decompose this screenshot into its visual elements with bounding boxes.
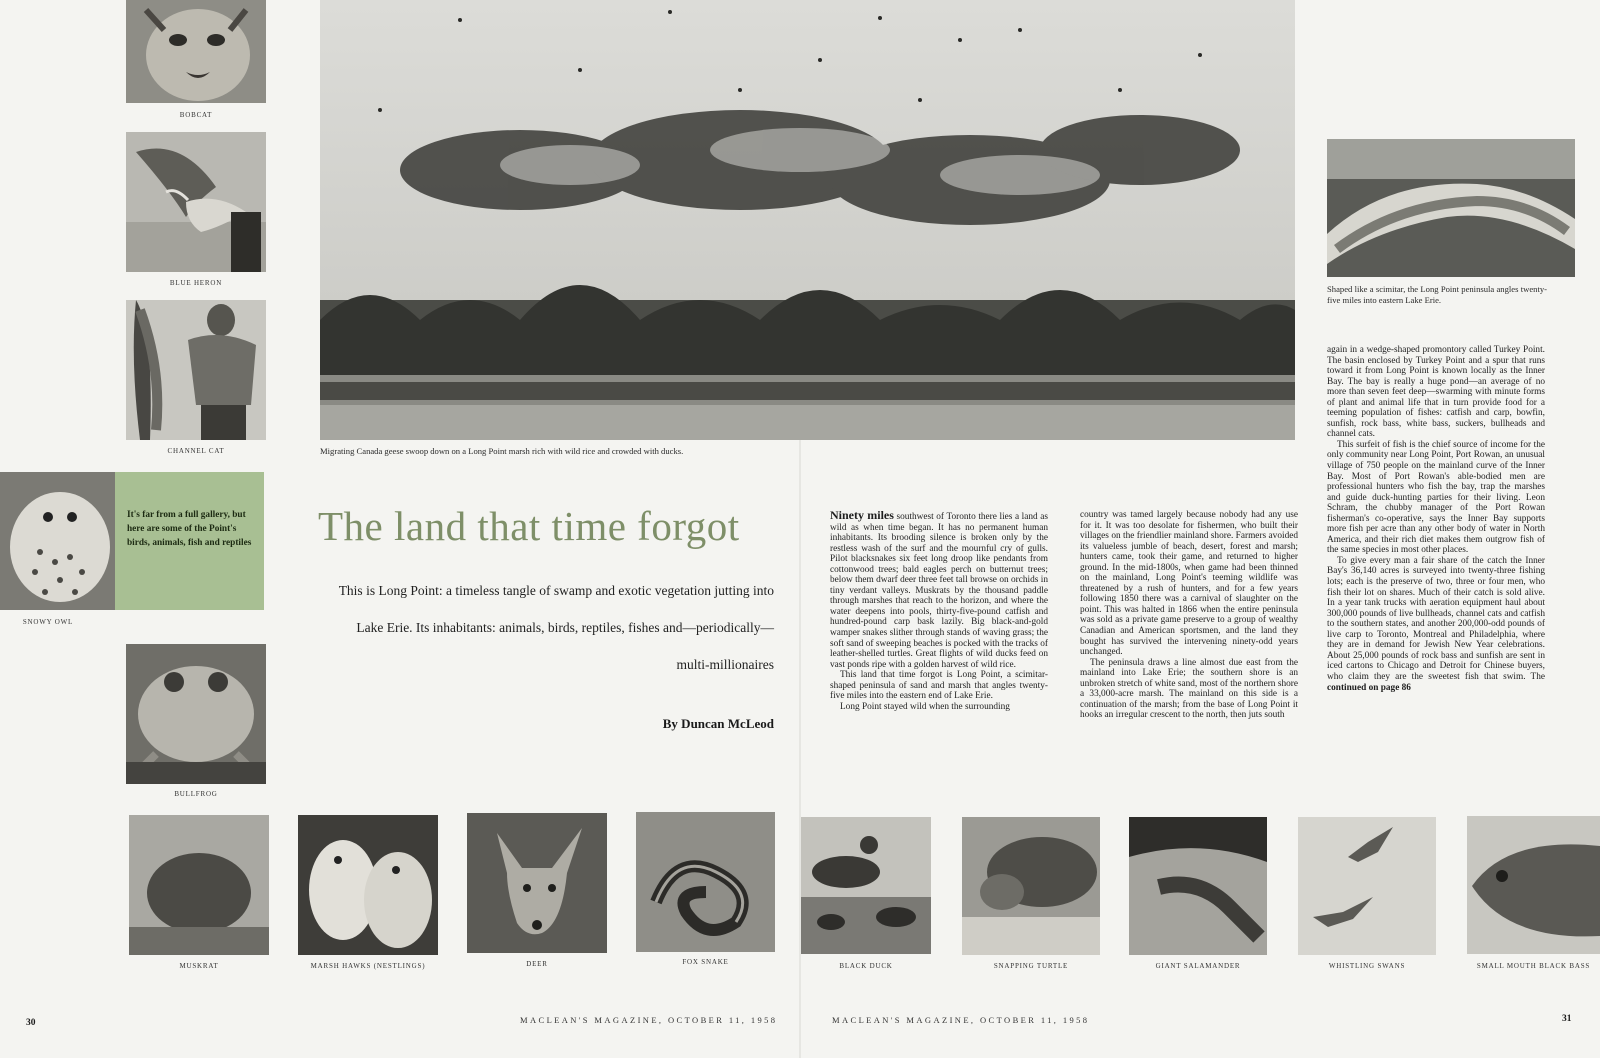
- paragraph: To give every man a fair share of the catch the Inner Bay's 36,140 acres is surveyed into twenty-three fishing lots; each is the preserve of two, three or four men, who fish their lot on shares. Much of their catch is sold alive. In a year tank trucks with aeration equipment haul about 300,000 pounds of live bullheads, channel cats and catfish to the southern states, and another 200,000-odd pounds of live carp to Toronto, Montreal and Philadelphia, where they are in demand for Jewish New Year celebrations. About 25,000 pounds of rock bass and sunfish are sent in iced cartons to Chicago and Detroit for Chinese buyers, who claim they are the sweetest fish that swim. The: [1327, 555, 1545, 682]
- long-point-aerial-photo: [1327, 139, 1575, 277]
- bottom-caption: SMALL MOUTH BLACK BASS: [1476, 962, 1591, 970]
- byline: By Duncan McLeod: [662, 716, 774, 731]
- marsh-hawks-photo: [298, 815, 438, 955]
- giant-salamander-photo: [1129, 817, 1267, 955]
- hero-caption: Migrating Canada geese swoop down on a Long Point marsh rich with wild rice and crowded with ducks.: [320, 446, 684, 456]
- callout-box: [115, 472, 264, 610]
- sidebar-caption: BOBCAT: [179, 111, 213, 119]
- bottom-caption: MARSH HAWKS (NESTLINGS): [310, 962, 426, 970]
- lead-in: Ninety miles: [830, 508, 894, 522]
- fox-snake-photo: [636, 812, 775, 952]
- channel-cat-photo: [126, 300, 266, 440]
- snowy-owl-photo: [0, 472, 115, 610]
- map-caption: Shaped like a scimitar, the Long Point peninsula angles twenty-five miles into eastern Lake Erie.: [1327, 284, 1547, 305]
- sidebar-caption: BULLFROG: [174, 790, 218, 798]
- whistling-swans-photo: [1298, 817, 1436, 955]
- bottom-caption: FOX SNAKE: [682, 958, 729, 966]
- running-footer-right: MACLEAN'S MAGAZINE, OCTOBER 11, 1958: [832, 1015, 1090, 1025]
- bullfrog-photo: [126, 644, 266, 784]
- article-title: The land that time forgot: [318, 503, 740, 549]
- paragraph: southwest of Toronto there lies a land as wild as when time began. It has no permanent human inhabitants. Its brooding silence is broken only by the restless wash of the surf and the mournful cry of gulls. Pilot blacksnakes six feet long droop like pendants from cottonwood trees; bald eagles perch on butternut trees; below them dwarf deer three feet tall browse on orchids in tiny verdant valleys. Muskrats by the thousand paddle through marshes that reach to the horizon, and where the water deepens into pools, thirty-five-pound catfish and hundred-pound carp bask lazily. Big black-and-gold wamper snakes slither through stands of waving grass; the soft sand of sweeping beaches is pocked with the tracks of leather-shelled turtles. Great flights of wild ducks feed on vast ponds ripe with a golden harvest of wild rice.: [830, 512, 1049, 670]
- black-duck-photo: [801, 817, 931, 954]
- smallmouth-bass-photo: [1467, 816, 1600, 954]
- paragraph: again in a wedge-shaped promontory called Turkey Point. The basin enclosed by Turkey Point and a spur that runs toward it from Long Point is known locally as the Inner Bay. The bay is really a huge pond—an average of no more than seven feet deep—swarming with minute forms of plant and animal life that in turn provide food for a teeming population of fishes: catfish and carp, bowfin, sunfish, rock bass, white bass, suckers, bullheads and channel cats.: [1327, 345, 1545, 440]
- bobcat-photo: [126, 0, 266, 103]
- paragraph: The peninsula draws a line almost due east from the mainland into Lake Erie; the southern shore is an unbroken stretch of white sand, most of the northern shore a 33,000-acre marsh. The mainland on this side is a continuation of the marsh; from the base of Long Point it hooks an irregular crescent to the north, then juts south: [1080, 657, 1298, 721]
- sidebar-caption: BLUE HERON: [169, 279, 223, 287]
- page-number-left: 30: [26, 1018, 36, 1028]
- paragraph: This land that time forgot is Long Point, a scimitar-shaped peninsula of sand and marsh that angles twenty-five miles into the eastern end of Lake Erie.: [830, 670, 1048, 702]
- sidebar-caption: CHANNEL CAT: [167, 447, 225, 455]
- bottom-caption: GIANT SALAMANDER: [1155, 962, 1241, 970]
- article-deck: This is Long Point: a timeless tangle of swamp and exotic vegetation jutting into Lake Erie. Its inhabitants: animals, birds, reptiles, fishes and—periodically—multi-millionaires: [338, 583, 774, 672]
- body-column-1: [830, 510, 1048, 712]
- bottom-caption: MUSKRAT: [179, 962, 219, 970]
- bottom-caption: DEER: [526, 960, 548, 968]
- hero-geese-photo: [320, 0, 1295, 440]
- paragraph: Long Point stayed wild when the surrounding: [840, 701, 1010, 712]
- blue-heron-photo: [126, 132, 266, 272]
- sidebar-caption: SNOWY OWL: [22, 618, 74, 626]
- muskrat-photo: [129, 815, 269, 955]
- continued-link[interactable]: continued on page 86: [1327, 682, 1411, 693]
- body-column-2: [1080, 510, 1298, 721]
- body-column-3: [1327, 345, 1545, 693]
- bottom-caption: WHISTLING SWANS: [1328, 962, 1406, 970]
- callout-text: It's far from a full gallery, but here are some of the Point's birds, animals, fish and reptiles: [127, 510, 252, 548]
- bottom-caption: BLACK DUCK: [839, 962, 893, 970]
- page-number-right: 31: [1562, 1014, 1572, 1024]
- bottom-caption: SNAPPING TURTLE: [993, 962, 1069, 970]
- paragraph: country was tamed largely because nobody had any use for it. It was too desolate for fishermen, who built their villages on the friendlier mainland shore. Farmers avoided its valueless jumble of beach, desert, forest and marsh; hunters came, took their game, and returned to higher ground. In the mid-1800s, when game had been thinned on the mainland, Long Point's teeming wildlife was threatened by a rush of hunters, and for a few years following 1850 there was a carnival of slaughter on the point. This was halted in 1866 when the entire peninsula was sold as a private game preserve to a group of wealthy Canadian and American sportsmen, and the land they bought has survived the intervening ninety-odd years unchanged.: [1080, 510, 1298, 658]
- running-footer-left: MACLEAN'S MAGAZINE, OCTOBER 11, 1958: [520, 1015, 778, 1025]
- snapping-turtle-photo: [962, 817, 1100, 955]
- deer-photo: [467, 813, 607, 953]
- paragraph: This surfeit of fish is the chief source of income for the only community near Long Point, Port Rowan, an unusual village of 750 people on the mainland curve of the Inner Bay. Most of Port Rowan's able-bodied men are professional hunters who fish the bay, trap the marshes and guide duck-hunting parties for their living. Leon Schram, the chubby manager of the Port Rowan fisherman's co-operative, says the Inner Bay supports more fish per acre than any other body of water in North America, and their rich diet makes them outgrow fish of the same species in most other places.: [1327, 439, 1545, 556]
